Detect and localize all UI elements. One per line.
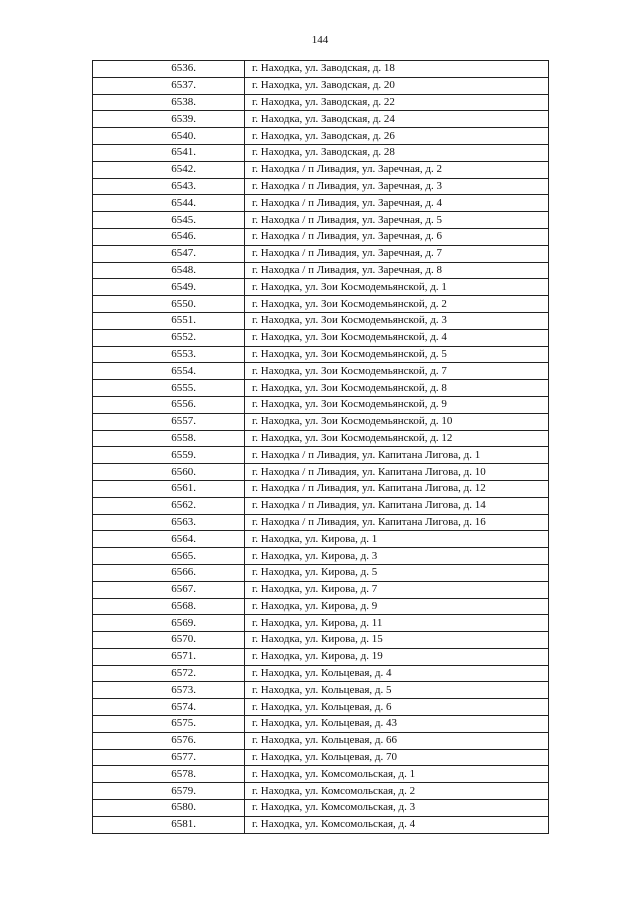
address-cell: г. Находка / п Ливадия, ул. Заречная, д. 7 — [245, 245, 549, 262]
address-cell: г. Находка, ул. Кольцевая, д. 66 — [245, 732, 549, 749]
address-cell: г. Находка / п Ливадия, ул. Капитана Лигова, д. 12 — [245, 480, 549, 497]
row-number-cell: 6537. — [93, 77, 245, 94]
table-row — [93, 497, 549, 514]
table-row — [93, 212, 549, 229]
table-row — [93, 665, 549, 682]
table-row — [93, 514, 549, 531]
row-number-cell: 6549. — [93, 279, 245, 296]
table-row — [93, 632, 549, 649]
table-row — [93, 380, 549, 397]
address-cell: г. Находка, ул. Комсомольская, д. 4 — [245, 816, 549, 833]
address-cell: г. Находка, ул. Зои Космодемьянской, д. 10 — [245, 413, 549, 430]
address-cell: г. Находка, ул. Зои Космодемьянской, д. 8 — [245, 380, 549, 397]
row-number-cell: 6577. — [93, 749, 245, 766]
row-number-cell: 6553. — [93, 346, 245, 363]
row-number-cell: 6555. — [93, 380, 245, 397]
address-cell: г. Находка / п Ливадия, ул. Заречная, д. 4 — [245, 195, 549, 212]
address-cell: г. Находка, ул. Заводская, д. 22 — [245, 94, 549, 111]
row-number-cell: 6578. — [93, 766, 245, 783]
row-number-cell: 6567. — [93, 581, 245, 598]
row-number-cell: 6564. — [93, 531, 245, 548]
table-row — [93, 178, 549, 195]
row-number-cell: 6540. — [93, 128, 245, 145]
table-row — [93, 128, 549, 145]
table-row — [93, 245, 549, 262]
table-row — [93, 94, 549, 111]
table-row — [93, 77, 549, 94]
address-cell: г. Находка, ул. Зои Космодемьянской, д. 5 — [245, 346, 549, 363]
table-row — [93, 464, 549, 481]
table-row — [93, 581, 549, 598]
row-number-cell: 6566. — [93, 564, 245, 581]
table-row — [93, 480, 549, 497]
address-cell: г. Находка, ул. Кирова, д. 3 — [245, 548, 549, 565]
address-cell: г. Находка, ул. Кирова, д. 5 — [245, 564, 549, 581]
row-number-cell: 6560. — [93, 464, 245, 481]
table-row — [93, 531, 549, 548]
row-number-cell: 6574. — [93, 699, 245, 716]
address-cell: г. Находка, ул. Зои Космодемьянской, д. 7 — [245, 363, 549, 380]
address-cell: г. Находка / п Ливадия, ул. Заречная, д. 5 — [245, 212, 549, 229]
address-cell: г. Находка, ул. Комсомольская, д. 3 — [245, 800, 549, 817]
address-cell: г. Находка, ул. Кирова, д. 1 — [245, 531, 549, 548]
row-number-cell: 6548. — [93, 262, 245, 279]
address-cell: г. Находка, ул. Заводская, д. 24 — [245, 111, 549, 128]
row-number-cell: 6543. — [93, 178, 245, 195]
table-row — [93, 732, 549, 749]
table-row — [93, 228, 549, 245]
address-cell: г. Находка, ул. Зои Космодемьянской, д. 2 — [245, 296, 549, 313]
row-number-cell: 6552. — [93, 329, 245, 346]
row-number-cell: 6558. — [93, 430, 245, 447]
address-cell: г. Находка, ул. Зои Космодемьянской, д. 9 — [245, 396, 549, 413]
row-number-cell: 6568. — [93, 598, 245, 615]
row-number-cell: 6556. — [93, 396, 245, 413]
table-row — [93, 262, 549, 279]
table-row — [93, 783, 549, 800]
address-table-body — [93, 61, 549, 834]
row-number-cell: 6550. — [93, 296, 245, 313]
address-cell: г. Находка, ул. Кольцевая, д. 5 — [245, 682, 549, 699]
row-number-cell: 6559. — [93, 447, 245, 464]
row-number-cell: 6563. — [93, 514, 245, 531]
address-cell: г. Находка, ул. Кирова, д. 19 — [245, 648, 549, 665]
row-number-cell: 6541. — [93, 144, 245, 161]
table-row — [93, 396, 549, 413]
address-cell: г. Находка, ул. Кирова, д. 9 — [245, 598, 549, 615]
table-row — [93, 296, 549, 313]
row-number-cell: 6571. — [93, 648, 245, 665]
table-row — [93, 598, 549, 615]
address-cell: г. Находка, ул. Комсомольская, д. 2 — [245, 783, 549, 800]
table-row — [93, 816, 549, 833]
table-row — [93, 447, 549, 464]
table-row — [93, 430, 549, 447]
row-number-cell: 6565. — [93, 548, 245, 565]
address-cell: г. Находка, ул. Кольцевая, д. 4 — [245, 665, 549, 682]
address-cell: г. Находка, ул. Кирова, д. 11 — [245, 615, 549, 632]
row-number-cell: 6544. — [93, 195, 245, 212]
page-number: 144 — [311, 34, 329, 46]
table-row — [93, 564, 549, 581]
table-row — [93, 648, 549, 665]
row-number-cell: 6554. — [93, 363, 245, 380]
row-number-cell: 6581. — [93, 816, 245, 833]
address-cell: г. Находка, ул. Кирова, д. 15 — [245, 632, 549, 649]
table-row — [93, 111, 549, 128]
address-cell: г. Находка / п Ливадия, ул. Заречная, д. 8 — [245, 262, 549, 279]
row-number-cell: 6580. — [93, 800, 245, 817]
address-cell: г. Находка / п Ливадия, ул. Капитана Лигова, д. 14 — [245, 497, 549, 514]
table-row — [93, 699, 549, 716]
table-row — [93, 800, 549, 817]
row-number-cell: 6572. — [93, 665, 245, 682]
table-row — [93, 346, 549, 363]
row-number-cell: 6538. — [93, 94, 245, 111]
row-number-cell: 6545. — [93, 212, 245, 229]
address-cell: г. Находка, ул. Зои Космодемьянской, д. 4 — [245, 329, 549, 346]
address-cell: г. Находка, ул. Зои Космодемьянской, д. 12 — [245, 430, 549, 447]
address-cell: г. Находка, ул. Кольцевая, д. 43 — [245, 716, 549, 733]
address-cell: г. Находка / п Ливадия, ул. Капитана Лигова, д. 1 — [245, 447, 549, 464]
address-cell: г. Находка / п Ливадия, ул. Заречная, д. 2 — [245, 161, 549, 178]
row-number-cell: 6570. — [93, 632, 245, 649]
address-cell: г. Находка / п Ливадия, ул. Заречная, д. 6 — [245, 228, 549, 245]
table-row — [93, 548, 549, 565]
table-row — [93, 161, 549, 178]
table-row — [93, 144, 549, 161]
address-cell: г. Находка, ул. Заводская, д. 18 — [245, 61, 549, 78]
table-row — [93, 61, 549, 78]
table-row — [93, 682, 549, 699]
table-row — [93, 329, 549, 346]
address-cell: г. Находка, ул. Кольцевая, д. 6 — [245, 699, 549, 716]
table-row — [93, 749, 549, 766]
table-row — [93, 312, 549, 329]
row-number-cell: 6576. — [93, 732, 245, 749]
table-row — [93, 413, 549, 430]
row-number-cell: 6569. — [93, 615, 245, 632]
row-number-cell: 6573. — [93, 682, 245, 699]
address-cell: г. Находка / п Ливадия, ул. Заречная, д. 3 — [245, 178, 549, 195]
row-number-cell: 6551. — [93, 312, 245, 329]
row-number-cell: 6557. — [93, 413, 245, 430]
row-number-cell: 6539. — [93, 111, 245, 128]
row-number-cell: 6575. — [93, 716, 245, 733]
table-row — [93, 195, 549, 212]
address-cell: г. Находка, ул. Кольцевая, д. 70 — [245, 749, 549, 766]
row-number-cell: 6536. — [93, 61, 245, 78]
address-cell: г. Находка, ул. Зои Космодемьянской, д. 1 — [245, 279, 549, 296]
address-cell: г. Находка, ул. Зои Космодемьянской, д. 3 — [245, 312, 549, 329]
row-number-cell: 6579. — [93, 783, 245, 800]
table-row — [93, 363, 549, 380]
address-cell: г. Находка, ул. Комсомольская, д. 1 — [245, 766, 549, 783]
table-row — [93, 716, 549, 733]
address-cell: г. Находка, ул. Кирова, д. 7 — [245, 581, 549, 598]
row-number-cell: 6542. — [93, 161, 245, 178]
row-number-cell: 6562. — [93, 497, 245, 514]
address-table — [92, 60, 549, 834]
row-number-cell: 6547. — [93, 245, 245, 262]
row-number-cell: 6546. — [93, 228, 245, 245]
address-cell: г. Находка, ул. Заводская, д. 26 — [245, 128, 549, 145]
address-cell: г. Находка / п Ливадия, ул. Капитана Лигова, д. 10 — [245, 464, 549, 481]
table-row — [93, 279, 549, 296]
address-cell: г. Находка, ул. Заводская, д. 20 — [245, 77, 549, 94]
address-cell: г. Находка, ул. Заводская, д. 28 — [245, 144, 549, 161]
address-cell: г. Находка / п Ливадия, ул. Капитана Лигова, д. 16 — [245, 514, 549, 531]
table-row — [93, 615, 549, 632]
row-number-cell: 6561. — [93, 480, 245, 497]
table-row — [93, 766, 549, 783]
